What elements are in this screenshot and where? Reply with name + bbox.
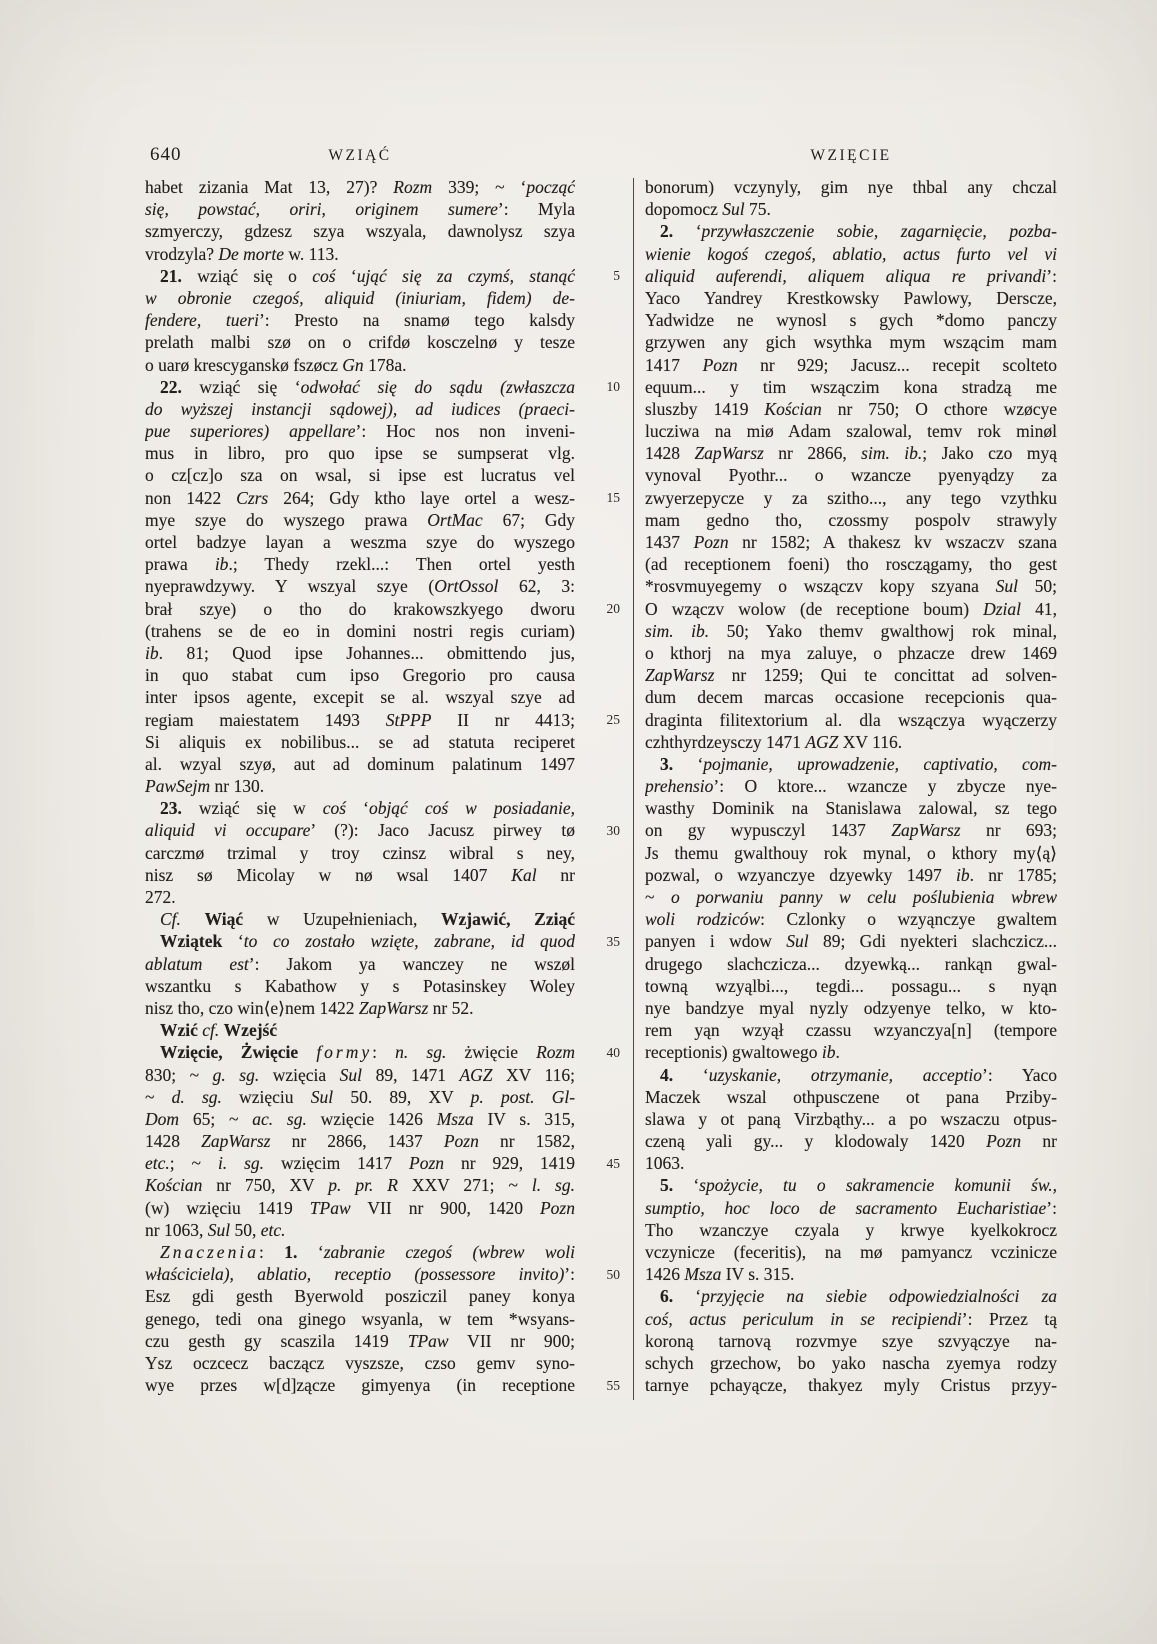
text-line: tarnye pchayącze, thakyez myly Cristus przyy- (645, 1375, 1057, 1396)
line-number-gutter (590, 176, 620, 1398)
text-line: właściciela), ablatio, receptio (possessore invito)’: (145, 1264, 575, 1285)
text-line: 1426 Msza IV s. 315. (645, 1264, 795, 1285)
text-line: ib. 81; Quod ipse Johannes... obmittendo jus, (145, 642, 575, 663)
text-line: nye bandzye myal nyzly odzyenye telko, w kto- (645, 997, 1057, 1018)
line-number: 50 (606, 1266, 620, 1282)
line-number: 5 (613, 267, 620, 283)
text-line: ~ d. sg. wzięciu Sul 50. 89, XV p. post. Gl- (145, 1086, 575, 1107)
text-line: wienie kogoś czegoś, ablatio, actus furto vel vi (645, 243, 1057, 264)
text-line: drugego slachczicza... dzyewką... rankąn gwal- (645, 953, 1057, 974)
text-line: 3. ‘pojmanie, uprowadzenie, captivatio, com- (660, 753, 1057, 774)
text-line: mye szye do wyszego prawa OrtMac 67; Gdy (145, 509, 575, 530)
text-line: 1428 ZapWarsz nr 2866, sim. ib.; Jako czo myą (645, 443, 1057, 464)
text-line: Yaco Yandrey Krestkowsky Pawlowy, Derscze, (645, 287, 1057, 308)
text-line: equum... y tim wszączim kona stradzą me (645, 376, 1057, 397)
text-line: 23. wziąć się w coś ‘objąć coś w posiadanie, (160, 798, 575, 819)
text-line: vrodzyla? De morte w. 113. (145, 243, 339, 264)
text-line: O wzączv wolow (de receptione boum) Dzial 41, (645, 598, 1057, 619)
text-line: *rosvmuyegemy o wszączv kopy szyana Sul 50; (645, 576, 1057, 597)
text-line: Znaczenia: 1. ‘zabranie czegoś (wbrew woli (160, 1242, 575, 1262)
text-line: wye przes w[d]zącze gimyenya (in receptione (145, 1375, 575, 1396)
line-number: 25 (606, 711, 620, 727)
text-line: al. wzyal szyø, aut ad dominum palatinum 1497 (145, 753, 575, 774)
text-line: panyen i wdow Sul 89; Gdi nyekteri slachczicz... (645, 931, 1057, 952)
text-line: 22. wziąć się ‘odwołać się do sądu (zwłaszcza (160, 376, 575, 397)
text-line: Wzić cf. Wzejść (160, 1020, 278, 1041)
text-line: aliquid vi occupare’ (?): Jaco Jacusz pirwey tø (145, 820, 575, 841)
text-line: fendere, tueri’: Presto na snamø tego kalsdy (145, 310, 575, 331)
text-line: nyeprawdzywy. Y wszyal szye (OrtOssol 62, 3: (145, 576, 575, 597)
text-line: etc.; ~ i. sg. wzięcim 1417 Pozn nr 929, 1419 (145, 1153, 575, 1174)
text-line: (ad receptionem foeni) tho rosczągamy, tho gest (645, 554, 1057, 575)
text-line: lucziwa na miø Adam szalowal, temv rok minøl (645, 421, 1057, 442)
text-line: (w) wzięciu 1419 TPaw VII nr 900, 1420 Pozn (145, 1197, 575, 1218)
text-line: 2. ‘przywłaszczenie sobie, zagarnięcie, pozba- (660, 221, 1057, 242)
text-block (0, 176, 1157, 1406)
text-line: Js themu gwalthouy rok mynal, o kthory my⟨ą⟩ (645, 842, 1057, 863)
text-line: ortel badzye layan a weszma szye do wyszego (145, 532, 575, 552)
text-line: 1428 ZapWarsz nr 2866, 1437 Pozn nr 1582, (145, 1131, 575, 1152)
text-line: Maczek wszal othpusczene ot pana Prziby- (645, 1086, 1057, 1107)
text-line: 5. ‘spożycie, tu o sakramencie komunii św., (660, 1175, 1057, 1196)
text-line: dopomocz Sul 75. (645, 199, 771, 220)
text-line: Esz gdi gesth Byerwold posziczil paney konya (145, 1286, 575, 1307)
text-line: prehensio’: O ktore... wzancze y zbycze nye- (645, 776, 1057, 797)
text-line: 6. ‘przyjęcie na siebie odpowiedzialności za (660, 1286, 1057, 1307)
text-line: Cf. Wiąć w Uzupełnieniach, Wzjawić, Zziąć (160, 909, 575, 930)
right-column (645, 176, 1057, 1396)
text-line: regiam maiestatem 1493 StPPP II nr 4413; (145, 709, 575, 730)
line-number: 20 (606, 600, 620, 616)
text-line: ablatum est’: Jakom ya wanczey ne wszøl (145, 953, 575, 974)
text-line: szmyerczy, gdzesz szya wszyala, dawnolysz szya (145, 221, 575, 242)
left-column (145, 176, 575, 1396)
text-line: PawSejm nr 130. (145, 776, 265, 797)
text-line: czeną yali gy... y klodowaly 1420 Pozn nr (645, 1131, 1057, 1152)
text-line: 1063. (645, 1153, 685, 1174)
text-line: mus in libro, pro quo ipse se sumpserat vlg. (145, 443, 575, 464)
text-line: 1437 Pozn nr 1582; A thakesz kv wszaczv szana (645, 532, 1057, 552)
text-line: habet zizania Mat 13, 27)? Rozm 339; ~ ‘począć (145, 177, 575, 197)
text-line: schych grzechow, bo yako nascha zyemya rodzy (645, 1352, 1057, 1373)
text-line: in quo stabat cum ipso Gregorio pro causa (145, 665, 575, 686)
text-line: carczmø trzimal y troy czinsz wibral s ney, (145, 842, 575, 863)
text-line: wszantku s Kabathow y s Potasinskey Woley (145, 975, 575, 996)
text-line: wasthy Dominik na Stanislawa zalowal, sz tego (645, 798, 1057, 819)
text-line: mam gedno tho, czossmy pospolv strawyly (645, 509, 1057, 530)
text-line: 272. (145, 887, 176, 907)
running-head-right: WZIĘCIE (810, 147, 892, 164)
text-line: non 1422 Czrs 264; Gdy ktho laye ortel a wesz- (145, 487, 575, 508)
line-number: 55 (606, 1377, 620, 1393)
text-line: genego, tedi ona ginego wsyanla, w tem *wsyans- (145, 1308, 575, 1329)
text-line: o cz[cz]o sza on wsal, si ipse est lucratus vel (145, 465, 575, 486)
text-line: 830; ~ g. sg. wzięcia Sul 89, 1471 AGZ XV 116; (145, 1064, 575, 1085)
text-line: się, powstać, oriri, originem sumere’: Myla (145, 199, 575, 220)
text-line: Wziątek ‘to co zostało wzięte, zabrane, id quod (160, 931, 575, 952)
text-line: pue superiores) appellare’: Hoc nos non inveni- (145, 421, 575, 442)
text-line: czhthyrdzeysczy 1471 AGZ XV 116. (645, 731, 903, 752)
text-line: sluszby 1419 Kościan nr 750; O cthore wzøcye (645, 398, 1057, 419)
line-number: 40 (606, 1044, 620, 1060)
line-number: 35 (606, 933, 620, 949)
line-number: 15 (606, 489, 620, 505)
text-line: o kthorj na mya zaluye, o phzacze drew 1469 (645, 642, 1057, 663)
text-line: grzywen any gich wsythka mym wszącim mam (645, 332, 1057, 353)
text-line: towną wzyąlbi..., tegdi... possagu... s nyąn (645, 975, 1057, 996)
text-line: Tho wzanczye czyala y krwye kyelkokrocz (645, 1219, 1057, 1240)
text-line: do wyższej instancji sądowej), ad iudices (praeci- (145, 398, 575, 419)
text-line: draginta filitextorium al. dla wszączya wyączerzy (645, 709, 1057, 730)
line-number: 30 (606, 822, 620, 838)
text-line: nr 1063, Sul 50, etc. (145, 1219, 286, 1240)
text-line: dum decem marcas occasione recepcionis qua- (645, 687, 1057, 708)
text-line: slawa y ot paną Virzbąthy... a po wszaczu otpus- (645, 1108, 1057, 1129)
text-line: prawa ib.; Thedy rzekl...: Then ortel yesth (145, 554, 575, 575)
text-line: Yadwidze ne wynosl s gych *domo panczy (645, 310, 1057, 331)
text-line: Ysz oczcecz baczącz vyszsze, czso gemv syno- (145, 1352, 575, 1373)
text-line: 21. wziąć się o coś ‘ująć się za czymś, stanąć (160, 265, 575, 286)
text-line: 4. ‘uzyskanie, otrzymanie, acceptio’: Yaco (660, 1064, 1057, 1085)
text-line: nisz sø Micolay w nø wsal 1407 Kal nr (145, 864, 575, 885)
text-line: prelath malbi szø on o crifdø kosczelnø y tesze (145, 332, 575, 353)
text-line: coś, actus periculum in se recipiendi’: Przez tą (645, 1308, 1057, 1329)
text-line: woli rodziców: Czlonky o wzyąnczye gwaltem (645, 909, 1057, 930)
text-line: inter ipsos agente, excepit se al. wszyal szye ad (145, 687, 575, 708)
text-line: ZapWarsz nr 1259; Qui te concittat ad solven- (645, 665, 1057, 686)
text-line: Wzięcie, Żwięcie formy: n. sg. żwięcie Rozm (160, 1042, 575, 1063)
text-line: Kościan nr 750, XV p. pr. R XXV 271; ~ l. sg. (145, 1175, 575, 1196)
text-line: bonorum) vczynyly, gim nye thbal any chczal (645, 177, 1057, 197)
text-line: o uarø krescyganskø fszøcz Gn 178a. (145, 354, 407, 375)
text-line: rem yąn wzyął czassu wzyanczya[n] (tempore (645, 1020, 1057, 1041)
text-line: czu gesth gy scaszila 1419 TPaw VII nr 900; (145, 1330, 575, 1351)
text-line: Si aliquis ex nobilibus... se ad statuta reciperet (145, 731, 575, 752)
text-line: zwyerzepycze y za szitho..., any tego vzythku (645, 487, 1057, 508)
text-line: vczynicze (feceritis), na mø pamyancz vczinicze (645, 1242, 1057, 1262)
text-line: nisz tho, czo win⟨e⟩nem 1422 ZapWarsz nr 52. (145, 997, 474, 1018)
text-line: w obronie czegoś, aliquid (iniuriam, fidem) de- (145, 287, 575, 308)
text-line: ~ o porwaniu panny w celu poślubienia wbrew (645, 887, 1057, 907)
text-line: on gy wypusczyl 1437 ZapWarsz nr 693; (645, 820, 1057, 841)
page-number: 640 (150, 144, 182, 165)
column-divider-rule (633, 178, 634, 1400)
text-line: receptionis) gwaltowego ib. (645, 1042, 840, 1063)
text-line: sim. ib. 50; Yako themv gwalthowj rok minal, (645, 620, 1057, 641)
line-number: 45 (606, 1155, 620, 1171)
text-line: 1417 Pozn nr 929; Jacusz... recepit scolteto (645, 354, 1057, 375)
text-line: sumptio, hoc loco de sacramento Eucharistiae’: (645, 1197, 1057, 1218)
text-line: pozwal, o wzyanczye dzyewky 1497 ib. nr 1785; (645, 864, 1057, 885)
line-number: 10 (606, 378, 620, 394)
text-line: Dom 65; ~ ac. sg. wzięcie 1426 Msza IV s. 315, (145, 1108, 575, 1129)
text-line: vynoval Pyothr... o wzancze pyenyądzy za (645, 465, 1057, 486)
text-line: koroną tarnovą rozvmye szye szvyączye na- (645, 1330, 1057, 1351)
running-head-left: WZIĄĆ (328, 147, 392, 164)
text-line: brał szye) o tho do krakowszkyego dworu (145, 598, 575, 619)
text-line: (trahens se de eo in domini nostri regis curiam) (145, 620, 575, 641)
text-line: aliquid auferendi, aliquem aliqua re privandi’: (645, 265, 1057, 286)
